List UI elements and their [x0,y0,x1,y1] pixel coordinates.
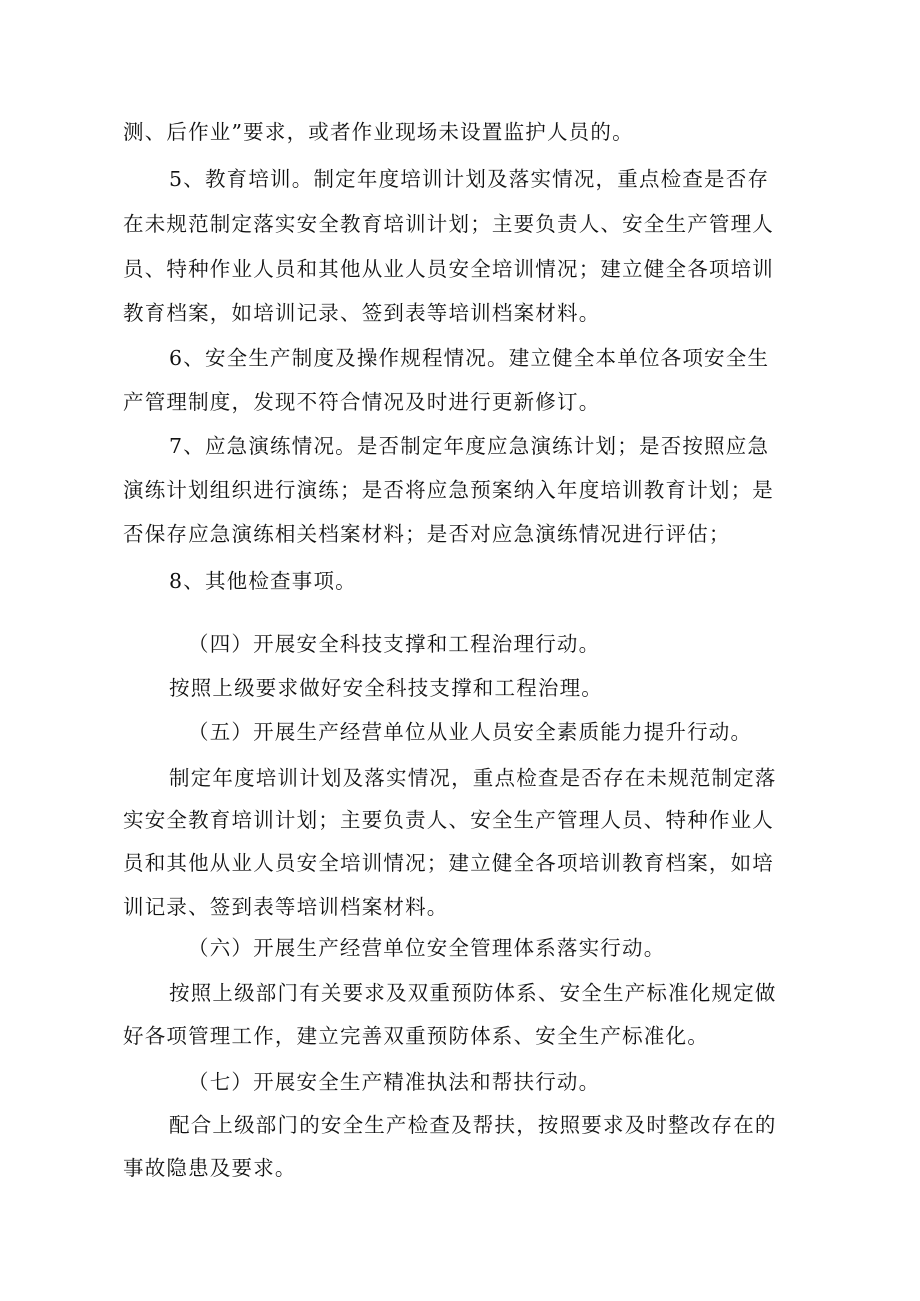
text-line: 否保存应急演练相关档案材料；是否对应急演练情况进行评估； [123,522,731,546]
text-line: 按照上级部门有关要求及双重预防体系、安全生产标准化规定做 [169,981,777,1005]
text-line: 演练计划组织进行演练；是否将应急预案纳入年度培训教育计划；是 [123,478,774,502]
text-line: 事故隐患及要求。 [123,1156,297,1180]
text-line: 7、应急演练情况。是否制定年度应急演练计划；是否按照应急 [169,434,770,458]
text-line: 按照上级要求做好安全科技支撑和工程治理。 [169,676,603,700]
text-line: 员、特种作业人员和其他从业人员安全培训情况；建立健全各项培训 [123,257,774,281]
text-line: 6、安全生产制度及操作规程情况。建立健全本单位各项安全生 [169,346,770,370]
section-heading: （四）开展安全科技支撑和工程治理行动。 [188,632,601,656]
section-heading: （六）开展生产经营单位安全管理体系落实行动。 [188,936,666,960]
text-line: 测、后作业”要求，或者作业现场未设置监护人员的。 [123,120,634,144]
text-line: 员和其他从业人员安全培训情况；建立健全各项培训教育档案，如培 [123,851,774,875]
text-line: 实安全教育培训计划；主要负责人、安全生产管理人员、特种作业人 [123,808,774,832]
section-heading: （五）开展生产经营单位从业人员安全素质能力提升行动。 [188,720,753,744]
section-heading: （七）开展安全生产精准执法和帮扶行动。 [188,1070,601,1094]
text-line: 5、教育培训。制定年度培训计划及落实情况，重点检查是否存 [169,167,770,191]
text-line: 制定年度培训计划及落实情况，重点检查是否存在未规范制定落 [169,766,777,790]
text-line: 教育档案，如培训记录、签到表等培训档案材料。 [123,301,601,325]
text-line: 训记录、签到表等培训档案材料。 [123,895,449,919]
text-line: 好各项管理工作，建立完善双重预防体系、安全生产标准化。 [123,1024,709,1048]
text-line: 配合上级部门的安全生产检查及帮扶，按照要求及时整改存在的 [169,1113,777,1137]
text-line: 8、其他检查事项。 [169,569,357,593]
text-line: 在未规范制定落实安全教育培训计划；主要负责人、安全生产管理人 [123,212,774,236]
text-line: 产管理制度，发现不符合情况及时进行更新修订。 [123,390,601,414]
